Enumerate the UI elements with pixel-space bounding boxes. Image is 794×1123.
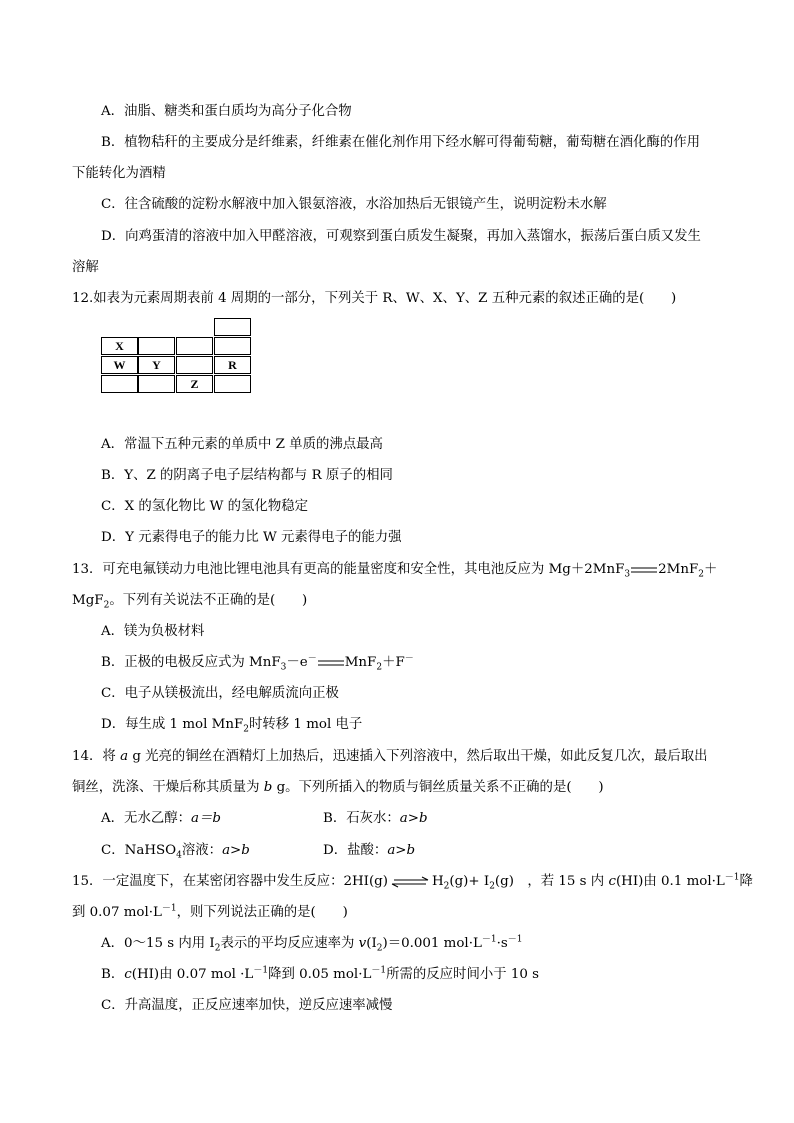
equals-arrow-icon (317, 658, 345, 668)
q13-optb-f: ＋F (382, 655, 405, 670)
var-b: b (263, 780, 273, 795)
var-c: c (124, 967, 132, 982)
periodic-table-fragment (101, 318, 251, 394)
q15-text: (g) ，若 15 s 内 (494, 874, 609, 889)
q14-text: g 光亮的铜丝在酒精灯上加热后，迅速插入下列溶液中，然后取出干燥，如此反复几次，最后取出 (128, 749, 708, 764)
option-label: A．无水乙醇： (101, 811, 192, 826)
q11-option-b-line1: B．植物秸秆的主要成分是纤维素，纤维素在催化剂作用下经水解可得葡萄糖，葡萄糖在酒化酶的作用 (101, 135, 701, 150)
option-relation: a>b (387, 843, 416, 858)
table-cell-empty (101, 375, 138, 393)
table-cell-empty (138, 375, 175, 393)
q15-text: 15．一定温度下，在某密闭容器中发生反应：2HI(g) (72, 874, 388, 889)
subscript: 2 (214, 943, 221, 954)
q15-text: ，则下列说法正确的是( ) (176, 905, 348, 920)
q12-option-a: A．常温下五种元素的单质中 Z 单质的沸点最高 (101, 437, 383, 452)
table-cell-empty (176, 337, 213, 355)
option-text: ·s (496, 936, 508, 951)
option-text: (I (366, 936, 377, 951)
q13-optd-rest: 时转移 1 mol 电子 (249, 717, 363, 732)
q11-option-d-line1: D．向鸡蛋清的溶液中加入甲醛溶液，可观察到蛋白质发生凝聚，再加入蒸馏水，振荡后蛋白质又发生 (101, 229, 701, 244)
subscript: 2 (443, 881, 450, 892)
table-cell-w: W (101, 356, 138, 374)
superscript: － (404, 653, 414, 664)
q13-mgf: MgF (72, 593, 104, 608)
table-cell-z: Z (176, 375, 213, 393)
option-text: B． (101, 967, 125, 982)
q15-option-a (101, 935, 522, 953)
q12-option-d: D．Y 元素得电子的能力比 W 元素得电子的能力强 (101, 530, 402, 545)
superscript: － (307, 653, 317, 664)
superscript: －1 (161, 903, 177, 914)
q15-stem-line1 (72, 873, 753, 891)
option-label: B．石灰水： (323, 811, 400, 826)
option-text: (HI)由 0.07 mol ·L (131, 967, 254, 982)
q13-option-a: A．镁为负极材料 (101, 624, 205, 639)
q14-option-c (101, 842, 250, 860)
subscript: 3 (280, 662, 287, 673)
q12-stem: 12.如表为元素周期表前 4 周期的一部分，下列关于 R、W、X、Y、Z 五种元素的叙述正确的是( ) (72, 291, 677, 306)
q14-text: g。下列所插入的物质与铜丝质量关系不正确的是( ) (272, 780, 604, 795)
table-cell-top (214, 318, 251, 336)
subscript: 2 (376, 943, 383, 954)
subscript: 2 (698, 569, 705, 580)
q13-question: 。下列有关说法不正确的是( ) (109, 593, 308, 608)
q13-optb-e: －e (286, 655, 308, 670)
q13-option-d (101, 716, 362, 734)
q11-option-d-line2: 溶解 (72, 260, 99, 275)
subscript: 2 (103, 600, 110, 611)
q13-stem-line1 (72, 561, 717, 579)
option-text: )＝0.001 mol·L (382, 936, 482, 951)
option-relation: a＝b (191, 811, 221, 826)
q13-stem-text: 13．可充电氟镁动力电池比锂电池具有更高的能量密度和安全性，其电池反应为 Mg＋2MnF (72, 562, 625, 577)
var-v: v (358, 936, 367, 951)
q14-option-a (101, 810, 221, 828)
table-cell-empty (214, 337, 251, 355)
option-label: C．NaHSO (101, 843, 177, 858)
table-cell-empty (214, 375, 251, 393)
q13-option-c: C．电子从镁极流出，经电解质流向正极 (101, 686, 339, 701)
q14-option-b (323, 810, 428, 828)
table-cell-x: X (101, 337, 138, 355)
table-cell-empty (176, 356, 213, 374)
subscript: 4 (176, 850, 182, 861)
q12-option-c: C．X 的氢化物比 W 的氢化物稳定 (101, 499, 308, 514)
option-relation: a>b (222, 843, 250, 858)
q15-text: (g)+ I (449, 874, 490, 889)
option-text: A．0～15 s 内用 I (101, 936, 215, 951)
q15-text: H (431, 874, 444, 889)
q13-optd-text: D．每生成 1 mol MnF (101, 717, 244, 732)
subscript: 2 (243, 724, 249, 735)
option-text: 降到 0.05 mol·L (268, 967, 372, 982)
q15-text: 降 (739, 874, 753, 889)
q15-text: 到 0.07 mol·L (72, 905, 162, 920)
plus: ＋ (704, 562, 718, 577)
option-text: 所需的反应时间小于 10 s (386, 967, 540, 982)
q14-stem-line1 (72, 748, 708, 766)
q13-stem-line2 (72, 592, 307, 610)
q13-stem-product: 2MnF (658, 562, 699, 577)
q12-option-b: B．Y、Z 的阴离子电子层结构都与 R 原子的相同 (101, 468, 393, 483)
q15-text: (HI)由 0.1 mol·L (615, 874, 725, 889)
superscript: －1 (507, 934, 523, 945)
table-cell-empty (138, 337, 175, 355)
reversible-arrow-icon (388, 876, 432, 888)
q13-optb-product: MnF (344, 655, 377, 670)
subscript: 3 (624, 569, 631, 580)
superscript: －1 (724, 872, 740, 883)
option-relation: a>b (399, 811, 428, 826)
subscript: 2 (489, 881, 495, 892)
q11-option-a: A．油脂、糖类和蛋白质均为高分子化合物 (101, 104, 352, 119)
q13-option-b (101, 654, 414, 672)
q14-text: 14．将 (72, 749, 121, 764)
subscript: 2 (376, 662, 383, 673)
q14-option-d (323, 842, 415, 860)
q11-option-c: C．往含硫酸的淀粉水解液中加入银氨溶液，水浴加热后无银镜产生，说明淀粉未水解 (101, 197, 607, 212)
table-cell-y: Y (138, 356, 175, 374)
option-label: 溶液： (181, 843, 223, 858)
superscript: －1 (371, 965, 387, 976)
q14-stem-line2 (72, 779, 604, 797)
superscript: －1 (253, 965, 269, 976)
q15-stem-line2 (72, 904, 348, 922)
option-text: 表示的平均反应速率为 (220, 936, 359, 951)
q14-text: 铜丝，洗涤、干燥后称其质量为 (72, 780, 264, 795)
equals-arrow-icon (630, 565, 658, 575)
q13-optb-text: B．正极的电极反应式为 MnF (101, 655, 281, 670)
q11-option-b-line2: 下能转化为酒精 (72, 166, 166, 181)
table-cell-r: R (214, 356, 251, 374)
q15-option-b (101, 966, 539, 984)
var-a: a (120, 749, 129, 764)
option-label: D．盐酸： (323, 843, 388, 858)
superscript: －1 (481, 934, 497, 945)
var-c: c (608, 874, 616, 889)
q15-option-c: C．升高温度，正反应速率加快，逆反应速率减慢 (101, 998, 393, 1013)
